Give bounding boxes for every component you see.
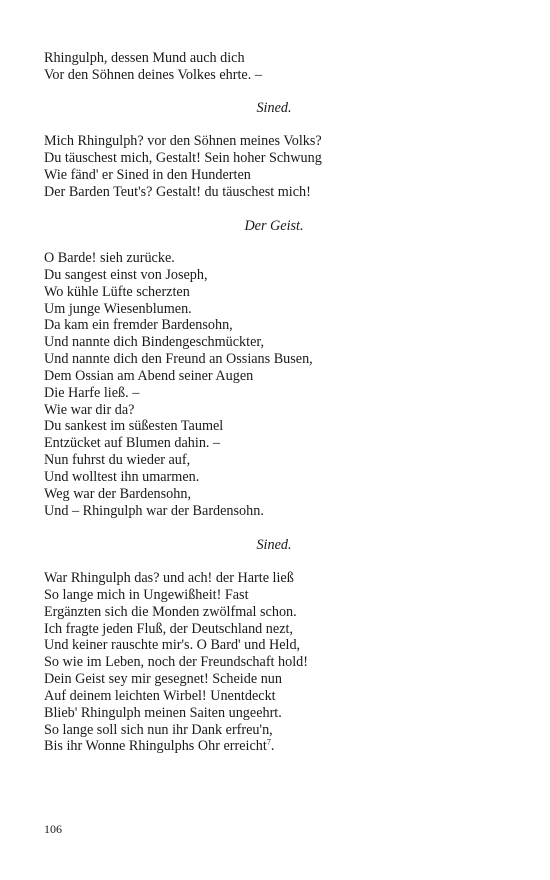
speaker-name: Sined. — [256, 100, 292, 116]
verse-line-last — [44, 738, 504, 755]
speaker-name: Der Geist. — [244, 218, 304, 234]
verse-line: Und keiner rauschte mir's. O Bard' und Held, — [44, 637, 301, 654]
verse-line: So lange mich in Ungewißheit! Fast — [44, 586, 249, 603]
verse-line: Blieb' Rhingulph meinen Saiten ungeehrt. — [44, 704, 282, 721]
verse-line: Vor den Söhnen deines Volkes ehrte. – — [44, 66, 262, 83]
verse-line: O Barde! sieh zurücke. — [44, 250, 175, 266]
footnote-marker[interactable]: 7 — [266, 737, 271, 747]
verse-line-punctuation: . — [270, 738, 275, 755]
verse-block-2 — [44, 133, 504, 200]
verse-line: Und nannte dich Bindengeschmückter, — [44, 334, 265, 351]
verse-line: Entzücket auf Blumen dahin. – — [44, 435, 221, 452]
verse-line: Dem Ossian am Abend seiner Augen — [44, 367, 254, 384]
verse-line: Du sankest im süßesten Taumel — [44, 418, 224, 435]
verse-line: Du sangest einst von Joseph, — [44, 266, 208, 283]
page-number: 106 — [44, 822, 62, 836]
verse-line: Da kam ein fremder Bardensohn, — [44, 317, 233, 334]
verse-block-3 — [44, 250, 504, 520]
verse-line: Wie fänd' er Sined in den Hunderten — [44, 166, 251, 183]
verse-line: Und wolltest ihn umarmen. — [44, 468, 200, 485]
verse-line-text: Bis ihr Wonne Rhingulphs Ohr erreicht — [44, 738, 267, 755]
verse-line: Nun fuhrst du wieder auf, — [44, 452, 191, 469]
verse-line: Und – Rhingulph war der Bardensohn. — [44, 502, 264, 519]
verse-line: Mich Rhingulph? vor den Söhnen meines Volks? — [44, 133, 322, 149]
verse-block-4 — [44, 570, 504, 755]
verse-line: Weg war der Bardensohn, — [44, 485, 191, 502]
verse-line: Und nannte dich den Freund an Ossians Busen, — [44, 351, 313, 368]
verse-line: Rhingulph, dessen Mund auch dich — [44, 50, 245, 66]
verse-line: Du täuschest mich, Gestalt! Sein hoher Schwung — [44, 149, 322, 166]
verse-line: Dein Geist sey mir gesegnet! Scheide nun — [44, 671, 282, 688]
speaker-name: Sined. — [256, 537, 292, 553]
verse-line: Wie war dir da? — [44, 401, 135, 418]
verse-line: Ich fragte jeden Fluß, der Deutschland nezt, — [44, 620, 293, 637]
verse-line: War Rhingulph das? und ach! der Harte ließ — [44, 570, 294, 586]
verse-line: So wie im Leben, noch der Freundschaft hold! — [44, 654, 308, 671]
verse-line: Der Barden Teut's? Gestalt! du täuschest mich! — [44, 183, 311, 200]
verse-block-1 — [44, 50, 504, 84]
verse-line: Wo kühle Lüfte scherzten — [44, 283, 190, 300]
verse-line: So lange soll sich nun ihr Dank erfreu'n, — [44, 721, 273, 738]
verse-line: Um junge Wiesenblumen. — [44, 300, 192, 317]
verse-line: Ergänzten sich die Monden zwölfmal schon. — [44, 603, 297, 620]
verse-line: Auf deinem leichten Wirbel! Unentdeckt — [44, 687, 276, 704]
verse-line: Die Harfe ließ. – — [44, 384, 140, 401]
